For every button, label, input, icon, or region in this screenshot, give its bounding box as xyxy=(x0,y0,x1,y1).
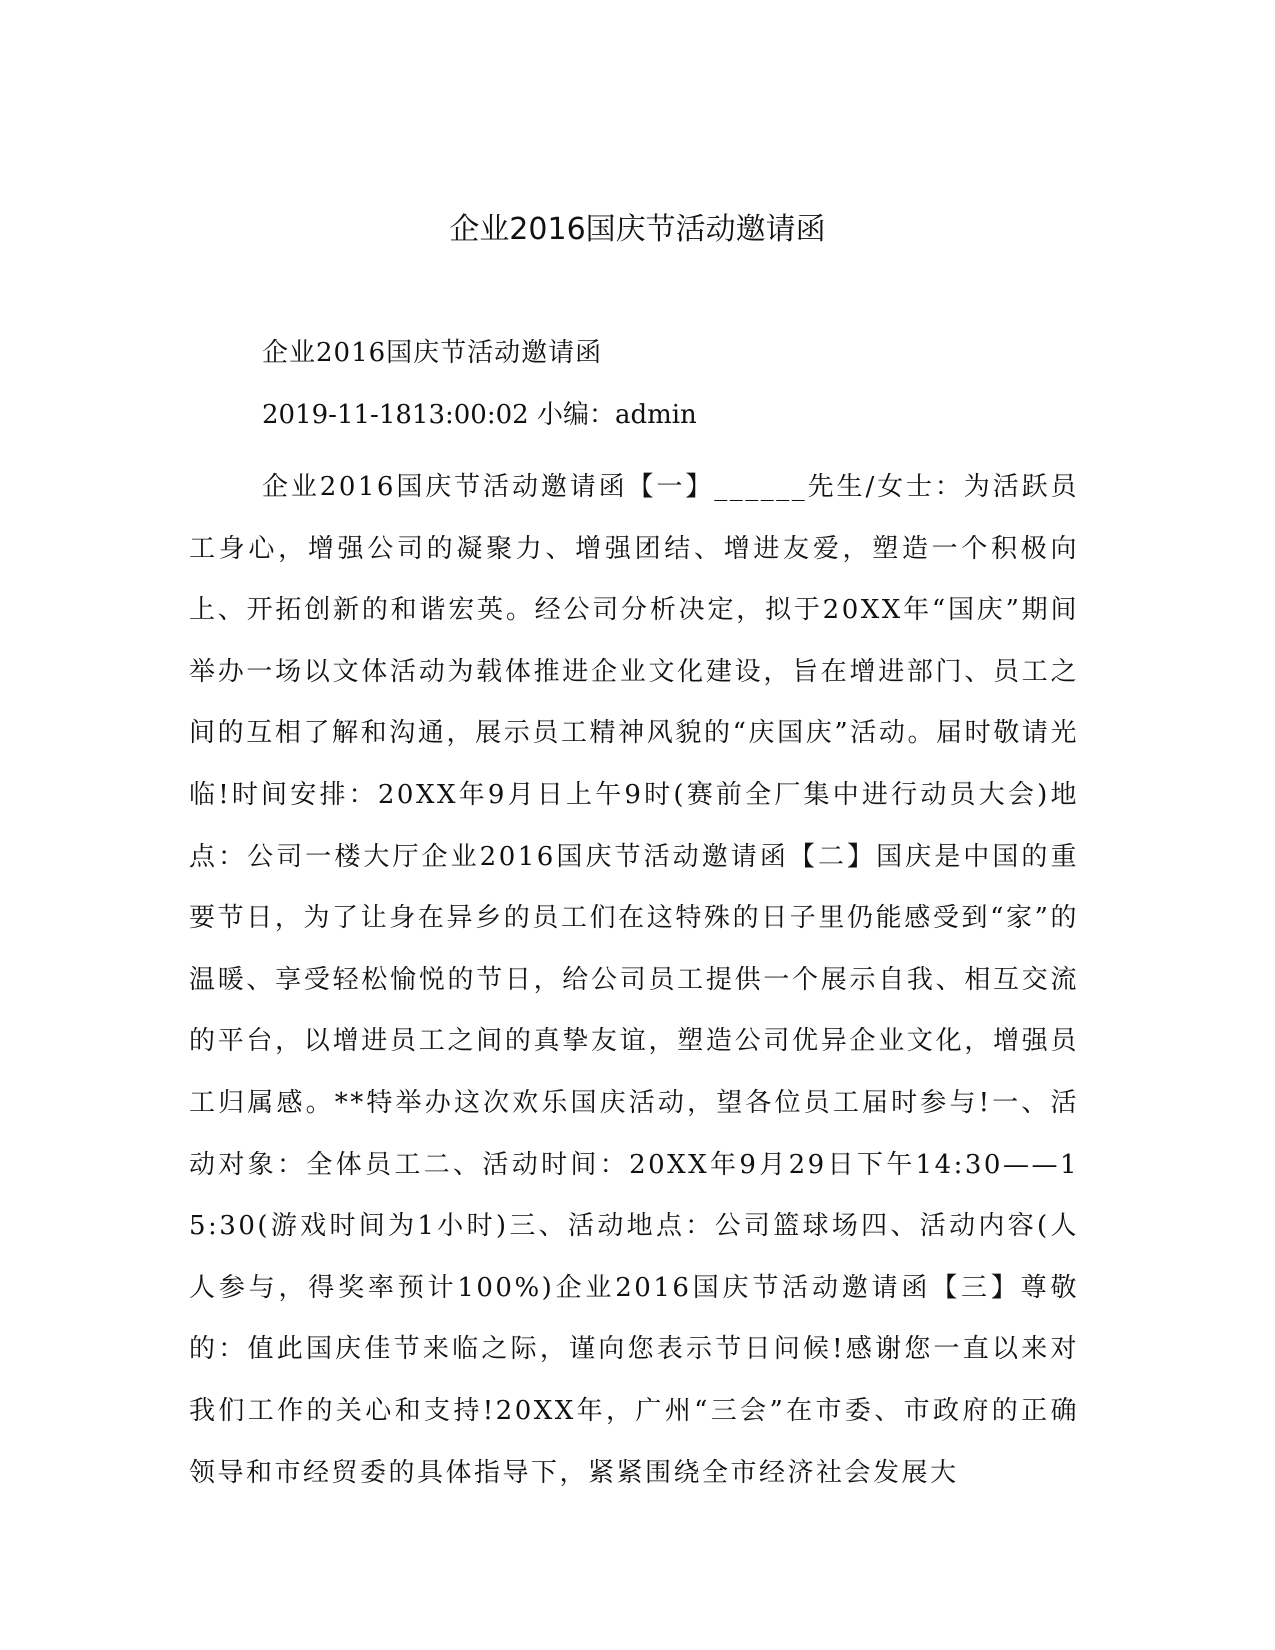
article-subtitle: 企业2016国庆节活动邀请函 xyxy=(262,338,603,368)
article-body: 企业2016国庆节活动邀请函【一】______先生/女士：为活跃员工身心，增强公司的凝聚力、增强团结、增进友爱，塑造一个积极向上、开拓创新的和谐宏英。经公司分析决定，拟于20XX年“国庆”期间举办一场以文体活动为载体推进企业文化建设，旨在增进部门、员工之间的互相了解和沟通，展示员工精神风貌的“庆国庆”活动。届时敬请光临!时间安排：20XX年9月日上午9时(赛前全厂集中进行动员大会)地点：公司一楼大厅企业2016国庆节活动邀请函【二】国庆是中国的重要节日，为了让身在异乡的员工们在这特殊的日子里仍能感受到“家”的温暖、享受轻松愉悦的节日，给公司员工提供一个展示自我、相互交流的平台，以增进员工之间的真挚友谊，塑造公司优异企业文化，增强员工归属感。**特举办这次欢乐国庆活动，望各位员工届时参与!一、活动对象：全体员工二、活动时间：20XX年9月29日下午14:30——15:30(游戏时间为1小时)三、活动地点：公司篮球场四、活动内容(人人参与，得奖率预计100%)企业2016国庆节活动邀请函【三】尊敬的：值此国庆佳节来临之际，谨向您表示节日问候!感谢您一直以来对我们工作的关心和支持!20XX年，广州“三会”在市委、市政府的正确领导和市经贸委的具体指导下，紧紧围绕全市经济社会发展大 xyxy=(189,472,1079,1488)
document-title: 企业2016国庆节活动邀请函 xyxy=(449,212,826,247)
article-dateline: 2019-11-1813:00:02 小编：admin xyxy=(262,400,697,430)
